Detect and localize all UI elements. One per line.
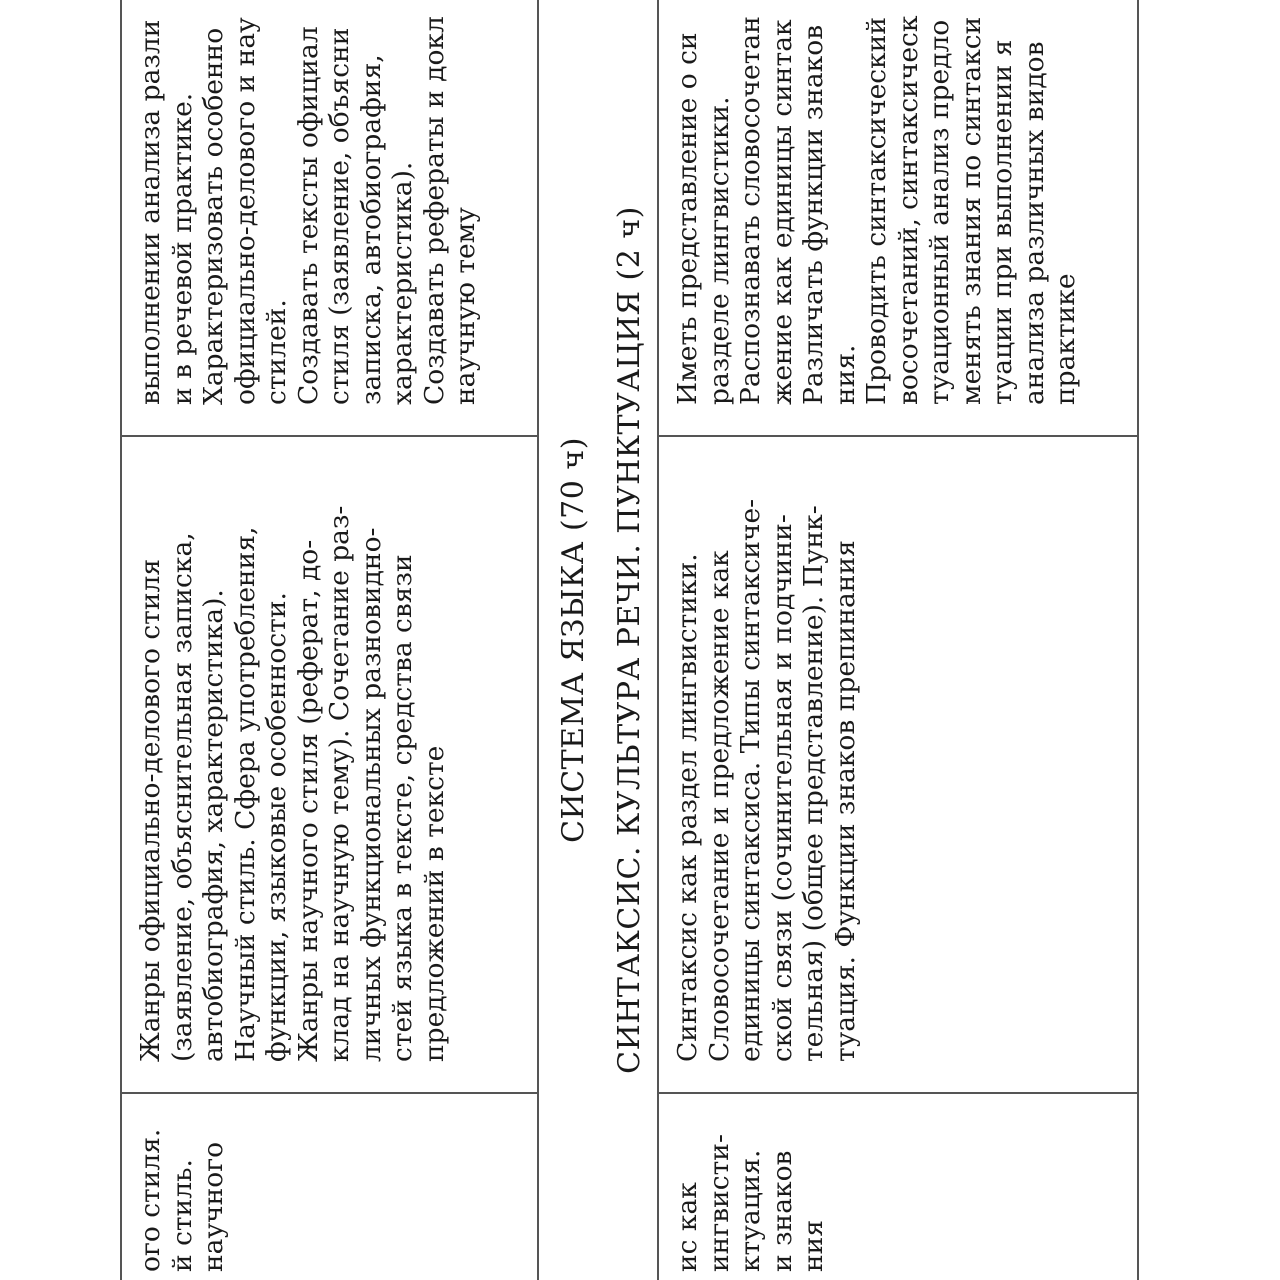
text-line: туационный анализ предло	[924, 19, 955, 405]
text-line: ктуация.	[735, 1149, 766, 1272]
text-line: Характеризовать особенно	[198, 27, 229, 405]
table-border-bottom	[1137, 0, 1139, 1280]
text-line: официально-делового и нау	[229, 17, 261, 405]
text-line: тельная) (общее представление). Пунк-	[798, 505, 829, 1062]
bottom-cell-content	[672, 450, 861, 1062]
text-line: характеристика).	[387, 161, 418, 405]
text-line: Иметь представление о си	[672, 32, 703, 405]
text-line: и знаков	[766, 1150, 798, 1272]
text-line: Жанры научного стиля (реферат, до-	[292, 539, 324, 1062]
text-line: менять знания по синтакси	[955, 16, 987, 405]
text-line: восочетаний, синтаксическ	[892, 15, 924, 405]
top-cell-content	[135, 450, 450, 1062]
table-border-mid-bottom	[657, 0, 659, 1280]
subsection-title: СИНТАКСИС. КУЛЬТУРА РЕЧИ. ПУНКТУАЦИЯ (2 ч)	[612, 206, 647, 1074]
text-line: ис как	[672, 1182, 703, 1272]
text-line: ого стиля.	[135, 1128, 166, 1272]
text-line: стилей.	[261, 299, 292, 405]
table-border-top	[120, 0, 122, 1280]
column-divider-4	[657, 435, 1138, 437]
text-line: стиля (заявление, объясни	[324, 27, 355, 405]
text-line: Различать функции знаков	[798, 24, 829, 405]
table-border-mid-top	[537, 0, 539, 1280]
text-line: автобиография, характеристика).	[198, 589, 229, 1062]
text-line: Распознавать словосочетан	[735, 16, 766, 405]
top-cell-topic-fragment	[135, 1094, 230, 1272]
text-line: функции, языковые особенности.	[261, 592, 292, 1062]
text-line: ской связи (сочинительная и подчини-	[766, 514, 798, 1062]
text-line: записка, автобиография,	[355, 54, 387, 405]
section-title: СИСТЕМА ЯЗЫКА (70 ч)	[556, 437, 591, 843]
text-line: предложений в тексте	[418, 745, 450, 1062]
text-line: практике	[1050, 273, 1081, 405]
text-line: и в речевой практике.	[166, 92, 198, 405]
text-line: научную тему	[450, 207, 481, 405]
text-line: Научный стиль. Сфера употребления,	[229, 526, 261, 1062]
text-line: Создавать тексты официал	[292, 26, 324, 405]
text-line: единицы синтаксиса. Типы синтаксиче-	[735, 498, 766, 1062]
column-divider-2	[120, 435, 538, 437]
bottom-cell-topic-fragment	[672, 1094, 830, 1272]
text-line: Словосочетание и предложение как	[703, 550, 735, 1062]
text-line: (заявление, объяснительная записка,	[166, 532, 198, 1062]
text-line: личных функциональных разновидно-	[355, 527, 387, 1062]
text-line: ния	[798, 1219, 829, 1272]
text-line: Создавать рефераты и докл	[418, 16, 450, 405]
text-line: й стиль.	[166, 1159, 198, 1272]
text-line: Жанры официально-делового стиля	[135, 558, 166, 1062]
text-line: Синтаксис как раздел лингвистики.	[672, 553, 703, 1062]
text-line: Проводить синтаксический	[861, 16, 892, 405]
text-line: жение как единицы синтак	[766, 19, 798, 405]
text-line: анализа различных видов	[1018, 41, 1050, 405]
text-line: выполнении анализа разли	[135, 19, 166, 405]
text-line: ингвисти-	[703, 1134, 735, 1272]
text-line: стей языка в тексте, средства связи	[387, 554, 418, 1062]
bottom-cell-activities	[672, 5, 1082, 405]
text-line: туация. Функции знаков препинания	[829, 540, 861, 1062]
top-cell-activities	[135, 5, 482, 405]
text-line: ния.	[829, 344, 861, 405]
text-line: разделе лингвистики.	[703, 96, 735, 405]
text-line: научного	[198, 1141, 229, 1272]
text-line: туации при выполнении я	[987, 39, 1018, 405]
text-line: клад на научную тему). Сочетание раз-	[324, 505, 355, 1062]
